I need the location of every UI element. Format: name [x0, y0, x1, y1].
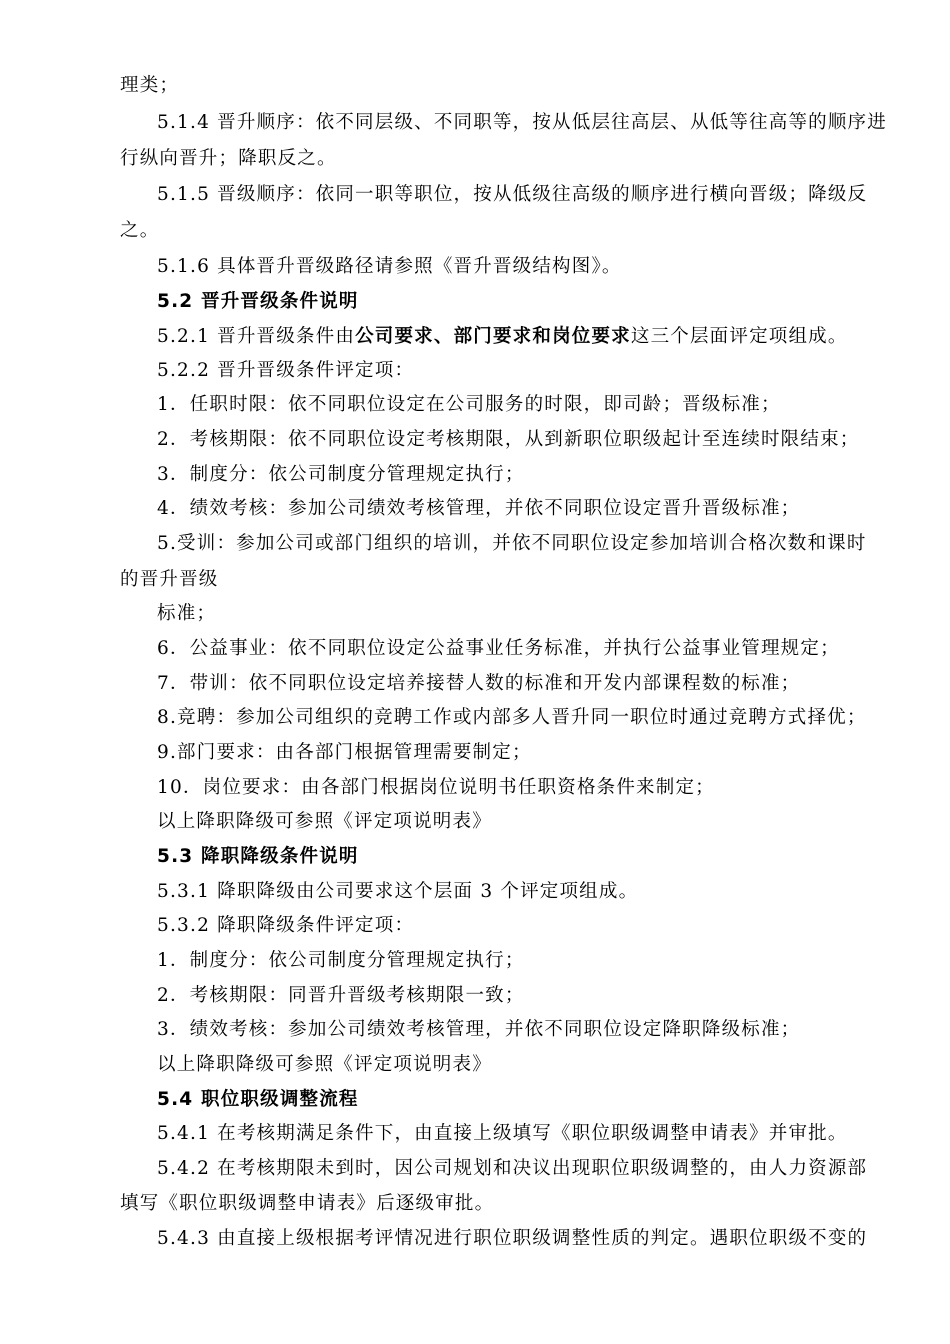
- list-item: 1．制度分：依公司制度分管理规定执行；: [157, 950, 525, 971]
- list-item: 2．考核期限：同晋升晋级考核期限一致；: [157, 985, 525, 1006]
- text-line: 5.3.2 降职降级条件评定项：: [157, 915, 415, 936]
- text-line: 行纵向晋升；降职反之。: [120, 148, 337, 169]
- text-line: 之。: [120, 220, 160, 241]
- text-line: [157, 325, 848, 349]
- list-item: 9.部门要求：由各部门根据管理需要制定；: [157, 742, 532, 763]
- section-heading: 5.4 职位职级调整流程: [157, 1089, 359, 1110]
- text-emphasis: 公司要求、部门要求和岗位要求: [355, 326, 631, 347]
- text-line: 5.4.2 在考核期限未到时，因公司规划和决议出现职位职级调整的，由人力资源部: [157, 1158, 868, 1179]
- text-line: 5.3.1 降职降级由公司要求这个层面 3 个评定项组成。: [157, 881, 639, 902]
- text-line: 5.1.4 晋升顺序：依不同层级、不同职等，按从低层往高层、从低等往高等的顺序进: [157, 112, 887, 133]
- text-line: 5.2.2 晋升晋级条件评定项：: [157, 360, 415, 381]
- list-item: 6．公益事业：依不同职位设定公益事业任务标准，并执行公益事业管理规定；: [157, 638, 840, 659]
- text-line: 以上降职降级可参照《评定项说明表》: [157, 811, 492, 832]
- section-heading: 5.3 降职降级条件说明: [157, 846, 359, 867]
- text-line: 填写《职位职级调整申请表》后逐级审批。: [120, 1193, 495, 1214]
- text-line: 5.4.1 在考核期满足条件下，由直接上级填写《职位职级调整申请表》并审批。: [157, 1123, 848, 1144]
- section-heading: 5.2 晋升晋级条件说明: [157, 291, 359, 312]
- text-line: 的晋升晋级: [120, 569, 219, 590]
- text-line: 以上降职降级可参照《评定项说明表》: [157, 1054, 492, 1075]
- list-item: 2．考核期限：依不同职位设定考核期限，从到新职位职级起计至连续时限结束；: [157, 429, 860, 450]
- text-line: 理类；: [120, 75, 180, 96]
- list-item: 5.受训：参加公司或部门组织的培训，并依不同职位设定参加培训合格次数和课时: [157, 533, 867, 554]
- text-line: 5.4.3 由直接上级根据考评情况进行职位职级调整性质的判定。遇职位职级不变的: [157, 1228, 868, 1249]
- text-line: 5.1.5 晋级顺序：依同一职等职位，按从低级往高级的顺序进行横向晋级；降级反: [157, 184, 868, 205]
- text-segment: 这三个层面评定项组成。: [630, 326, 848, 347]
- list-item: 3．绩效考核：参加公司绩效考核管理，并依不同职位设定降职降级标准；: [157, 1019, 801, 1040]
- text-line: 标准；: [157, 603, 217, 624]
- list-item: 7．带训：依不同职位设定培养接替人数的标准和开发内部课程数的标准；: [157, 673, 801, 694]
- text-segment: 5.2.1 晋升晋级条件由: [157, 326, 356, 347]
- list-item: 10．岗位要求：由各部门根据岗位说明书任职资格条件来制定；: [157, 777, 715, 798]
- list-item: 1．任职时限：依不同职位设定在公司服务的时限，即司龄；晋级标准；: [157, 394, 781, 415]
- list-item: 8.竞聘：参加公司组织的竞聘工作或内部多人晋升同一职位时通过竞聘方式择优；: [157, 707, 867, 728]
- list-item: 3．制度分：依公司制度分管理规定执行；: [157, 464, 525, 485]
- text-line: 5.1.6 具体晋升晋级路径请参照《晋升晋级结构图》。: [157, 256, 622, 277]
- list-item: 4．绩效考核：参加公司绩效考核管理，并依不同职位设定晋升晋级标准；: [157, 498, 801, 519]
